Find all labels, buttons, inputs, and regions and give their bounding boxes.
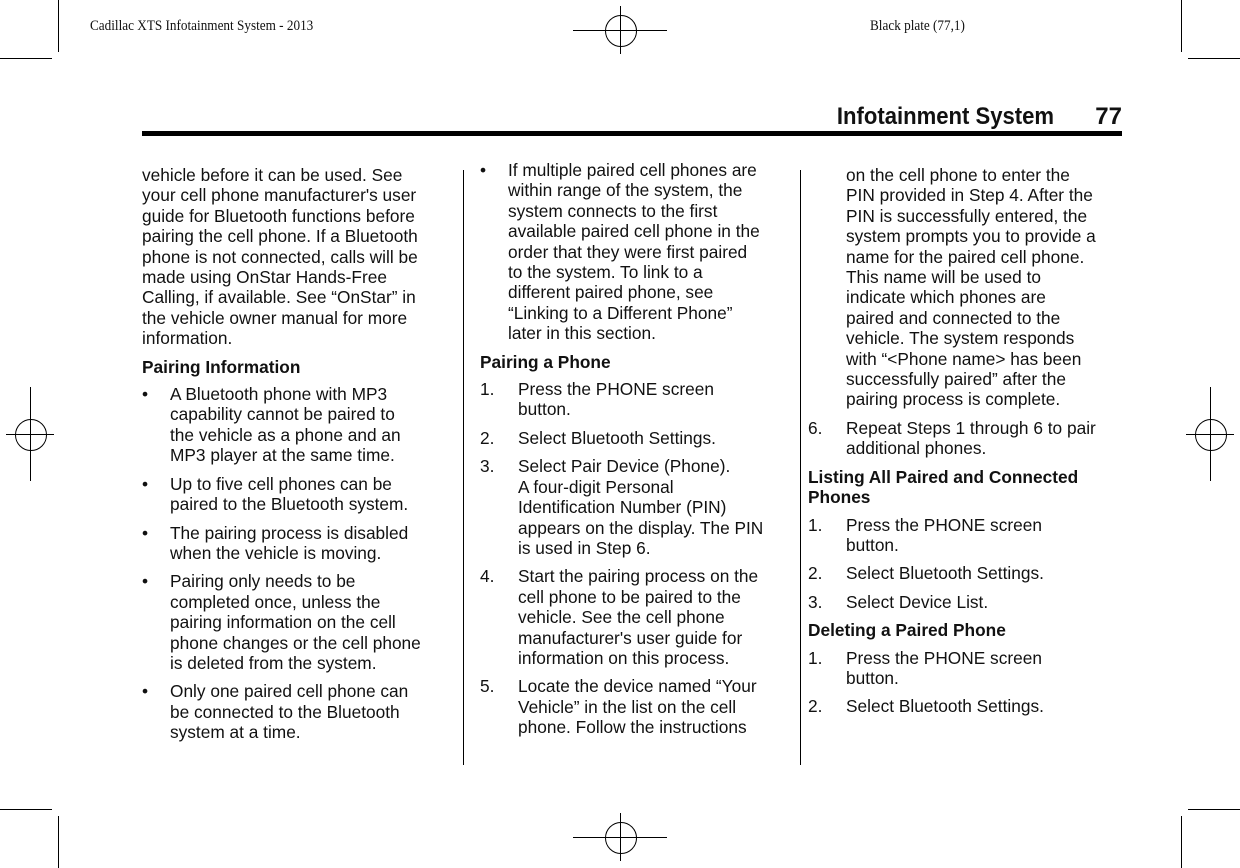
- registration-mark: [605, 15, 637, 47]
- text-line: available paired cell phone in the: [508, 221, 760, 242]
- page-title: Infotainment System: [836, 103, 1054, 130]
- text-line: Locate the device named “Your: [518, 676, 757, 697]
- text-line: indicate which phones are: [846, 287, 1046, 308]
- text-line: Press the PHONE screen: [846, 514, 1042, 535]
- text-line: additional phones.: [846, 438, 987, 459]
- text-line: A four-digit Personal: [518, 476, 674, 497]
- section-heading: [808, 620, 1123, 640]
- bullet-icon: •: [480, 160, 487, 180]
- text-line: vehicle before it can be used. See: [142, 165, 403, 185]
- text-line: appears on the display. The PIN: [518, 517, 764, 538]
- text-line: guide for Bluetooth functions before: [142, 205, 415, 226]
- text-line: button.: [518, 399, 571, 420]
- column-1: [142, 165, 457, 751]
- numbered-step: [480, 428, 795, 448]
- step-number: 2.: [480, 427, 495, 448]
- text-line: Select Bluetooth Settings.: [846, 563, 1044, 584]
- column-divider: [800, 170, 801, 765]
- bullet-item: [142, 523, 457, 564]
- bullet-icon: •: [142, 681, 149, 702]
- bullet-item: [142, 681, 457, 742]
- section-heading: [142, 357, 457, 377]
- text-line: Deleting a Paired Phone: [808, 620, 1006, 641]
- text-line: made using OnStar Hands-Free: [142, 267, 387, 288]
- column-3: [808, 165, 1123, 725]
- step-number: 2.: [808, 696, 823, 717]
- registration-mark: [605, 822, 637, 854]
- text-line: Pairing a Phone: [480, 351, 611, 372]
- text-line: This name will be used to: [846, 267, 1041, 288]
- crop-mark: [1181, 816, 1182, 868]
- step-number: 3.: [480, 456, 495, 477]
- numbered-step: [480, 566, 795, 668]
- bullet-icon: •: [142, 571, 149, 592]
- text-line: to the system. To link to a: [508, 262, 703, 283]
- text-line: the vehicle as a phone and an: [170, 424, 401, 445]
- text-line: vehicle. The system responds: [846, 328, 1075, 349]
- step-number: 1.: [480, 379, 495, 400]
- slug-left: Cadillac XTS Infotainment System - 2013: [90, 18, 314, 34]
- text-line: is used in Step 6.: [518, 537, 651, 558]
- crop-mark: [1181, 0, 1182, 52]
- step-number: 2.: [808, 563, 823, 584]
- text-line: information.: [142, 328, 233, 349]
- text-line: Start the pairing process on the: [518, 566, 759, 587]
- bullet-item: [142, 384, 457, 466]
- bullet-icon: •: [142, 473, 149, 494]
- text-line: within range of the system, the: [508, 180, 743, 201]
- text-line: on the cell phone to enter the: [846, 165, 1070, 185]
- bullet-item: [142, 571, 457, 673]
- text-line: your cell phone manufacturer's user: [142, 185, 417, 206]
- text-line: button.: [846, 667, 899, 688]
- text-line: capability cannot be paired to: [170, 404, 395, 425]
- step-number: 1.: [808, 514, 823, 535]
- text-line: order that they were first paired: [508, 241, 748, 262]
- registration-mark: [1195, 419, 1227, 451]
- text-line: Press the PHONE screen: [518, 379, 714, 400]
- bullet-icon: •: [142, 384, 149, 405]
- text-line: phone is not connected, calls will be: [142, 246, 418, 267]
- text-line: completed once, unless the: [170, 591, 381, 612]
- text-line: information on this process.: [518, 647, 730, 668]
- text-line: successfully paired” after the: [846, 369, 1066, 390]
- text-line: Select Bluetooth Settings.: [846, 696, 1044, 717]
- step-number: 6.: [808, 417, 823, 438]
- text-line: Vehicle” in the list on the cell: [518, 696, 737, 717]
- text-line: button.: [846, 534, 899, 555]
- numbered-step: [808, 563, 1123, 583]
- text-line: system at a time.: [170, 722, 301, 743]
- text-line: system connects to the first: [508, 200, 718, 221]
- text-line: with “<Phone name> has been: [846, 348, 1082, 369]
- numbered-step: [808, 418, 1123, 459]
- text-line: Select Bluetooth Settings.: [518, 427, 716, 448]
- text-line: the vehicle owner manual for more: [142, 307, 408, 328]
- crop-mark: [1188, 58, 1240, 59]
- text-line: If multiple paired cell phones are: [508, 160, 757, 180]
- text-line: be connected to the Bluetooth: [170, 701, 400, 722]
- text-line: phone changes or the cell phone: [170, 632, 421, 653]
- header-rule: [142, 131, 1122, 136]
- text-line: PIN is successfully entered, the: [846, 205, 1088, 226]
- crop-mark: [0, 58, 52, 59]
- text-line: pairing process is complete.: [846, 389, 1061, 410]
- text-line: Press the PHONE screen: [846, 647, 1042, 668]
- numbered-step: [480, 456, 795, 558]
- bullet-item: [480, 160, 795, 344]
- crop-mark: [0, 809, 52, 810]
- text-line: Only one paired cell phone can: [170, 681, 409, 702]
- text-line: A Bluetooth phone with MP3: [170, 384, 388, 405]
- column-divider: [463, 170, 464, 765]
- text-line: when the vehicle is moving.: [170, 542, 382, 563]
- text-line: Pairing Information: [142, 356, 301, 377]
- text-line: Up to five cell phones can be: [170, 473, 392, 494]
- crop-mark: [58, 0, 59, 52]
- paragraph: [142, 165, 457, 349]
- text-line: “Linking to a Different Phone”: [508, 302, 733, 323]
- numbered-step: [480, 676, 795, 737]
- text-line: MP3 player at the same time.: [170, 445, 395, 466]
- crop-mark: [58, 816, 59, 868]
- numbered-step: [808, 592, 1123, 612]
- text-line: system prompts you to provide a: [846, 226, 1096, 247]
- bullet-item: [142, 474, 457, 515]
- text-line: later in this section.: [508, 323, 656, 344]
- text-line: is deleted from the system.: [170, 652, 377, 673]
- text-line: Listing All Paired and Connected: [808, 466, 1079, 487]
- text-line: Pairing only needs to be: [170, 571, 356, 592]
- text-line: cell phone to be paired to the: [518, 586, 741, 607]
- numbered-step: [480, 379, 795, 420]
- text-line: Repeat Steps 1 through 6 to pair: [846, 417, 1096, 438]
- text-line: vehicle. See the cell phone: [518, 607, 725, 628]
- text-line: Phones: [808, 487, 871, 508]
- registration-mark: [15, 419, 47, 451]
- step-number: 3.: [808, 591, 823, 612]
- numbered-step: [808, 648, 1123, 689]
- step-number: 4.: [480, 566, 495, 587]
- numbered-step: [808, 165, 1123, 410]
- numbered-step: [808, 696, 1123, 716]
- crop-mark: [1188, 809, 1240, 810]
- step-number: 5.: [480, 676, 495, 697]
- bullet-icon: •: [142, 522, 149, 543]
- text-line: paired to the Bluetooth system.: [170, 494, 409, 515]
- text-line: The pairing process is disabled: [170, 522, 409, 543]
- text-line: name for the paired cell phone.: [846, 246, 1085, 267]
- text-line: Select Device List.: [846, 591, 989, 612]
- column-2: [480, 160, 795, 746]
- text-line: different paired phone, see: [508, 282, 714, 303]
- text-line: pairing the cell phone. If a Bluetooth: [142, 226, 418, 247]
- text-line: pairing information on the cell: [170, 612, 396, 633]
- page-number: 77: [1095, 103, 1122, 130]
- step-number: 1.: [808, 647, 823, 668]
- text-line: paired and connected to the: [846, 307, 1061, 328]
- text-line: phone. Follow the instructions: [518, 717, 747, 738]
- text-line: manufacturer's user guide for: [518, 627, 743, 648]
- section-heading: [480, 352, 795, 372]
- text-line: Identification Number (PIN): [518, 497, 727, 518]
- section-heading: [808, 467, 1123, 508]
- numbered-step: [808, 515, 1123, 556]
- text-line: Calling, if available. See “OnStar” in: [142, 287, 416, 308]
- slug-right: Black plate (77,1): [870, 18, 965, 34]
- text-line: Select Pair Device (Phone).: [518, 456, 731, 477]
- text-line: PIN provided in Step 4. After the: [846, 185, 1093, 206]
